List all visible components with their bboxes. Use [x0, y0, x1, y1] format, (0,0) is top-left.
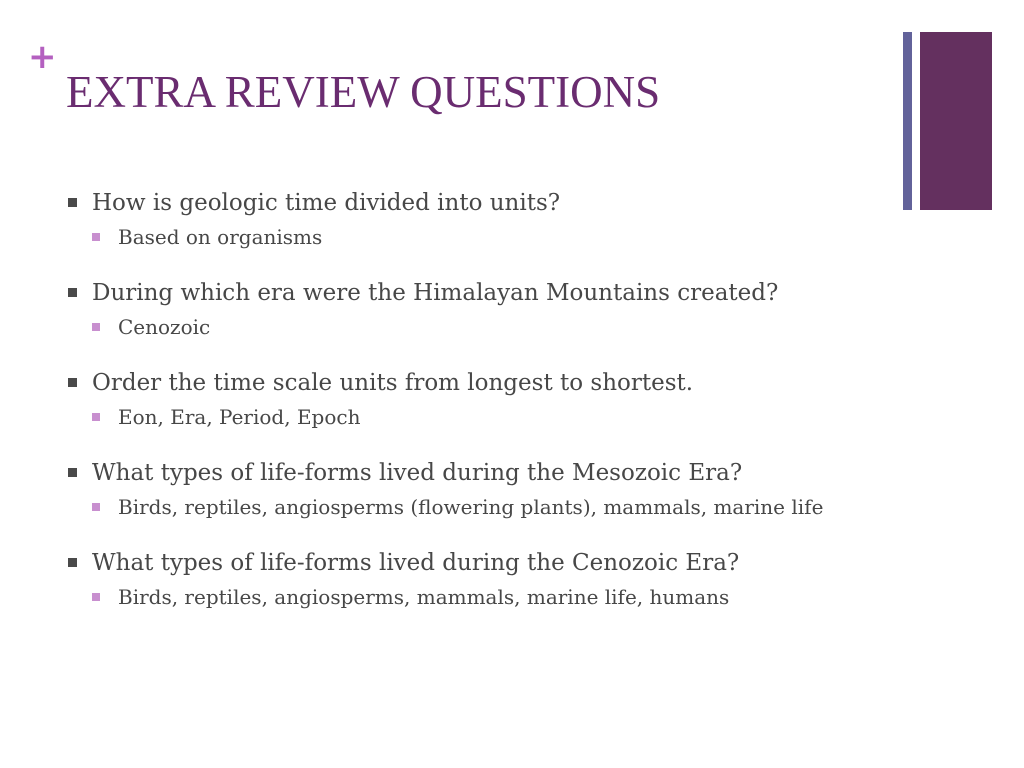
square-sub-bullet-icon	[92, 323, 100, 331]
question-item	[68, 456, 898, 522]
question-list	[68, 186, 898, 636]
answer-text: Cenozoic	[118, 315, 211, 339]
answer-text: Based on organisms	[118, 225, 323, 249]
square-sub-bullet-icon	[92, 593, 100, 601]
answer-item	[92, 312, 898, 342]
answer-item	[92, 492, 898, 522]
question-text: During which era were the Himalayan Mountains created?	[92, 280, 779, 306]
square-bullet-icon	[68, 288, 77, 297]
square-bullet-icon	[68, 468, 77, 477]
question-item	[68, 546, 898, 612]
square-sub-bullet-icon	[92, 233, 100, 241]
question-text: Order the time scale units from longest to shortest.	[92, 370, 694, 396]
question-text: What types of life-forms lived during the Mesozoic Era?	[92, 460, 743, 486]
question-item	[68, 366, 898, 432]
slide-title: EXTRA REVIEW QUESTIONS	[66, 67, 661, 117]
square-bullet-icon	[68, 378, 77, 387]
answer-item	[92, 582, 898, 612]
question-item	[68, 186, 898, 252]
answer-item	[92, 222, 898, 252]
plus-icon: +	[28, 37, 57, 77]
answer-item	[92, 402, 898, 432]
question-text: What types of life-forms lived during the Cenozoic Era?	[92, 550, 740, 576]
answer-text: Birds, reptiles, angiosperms (flowering plants), mammals, marine life	[118, 495, 824, 519]
answer-text: Birds, reptiles, angiosperms, mammals, marine life, humans	[118, 585, 730, 609]
square-sub-bullet-icon	[92, 413, 100, 421]
square-bullet-icon	[68, 558, 77, 567]
square-sub-bullet-icon	[92, 503, 100, 511]
square-bullet-icon	[68, 198, 77, 207]
question-item	[68, 276, 898, 342]
question-text: How is geologic time divided into units?	[92, 190, 561, 216]
accent-bar-thin	[903, 32, 912, 210]
accent-bar-thick	[920, 32, 992, 210]
answer-text: Eon, Era, Period, Epoch	[118, 405, 361, 429]
